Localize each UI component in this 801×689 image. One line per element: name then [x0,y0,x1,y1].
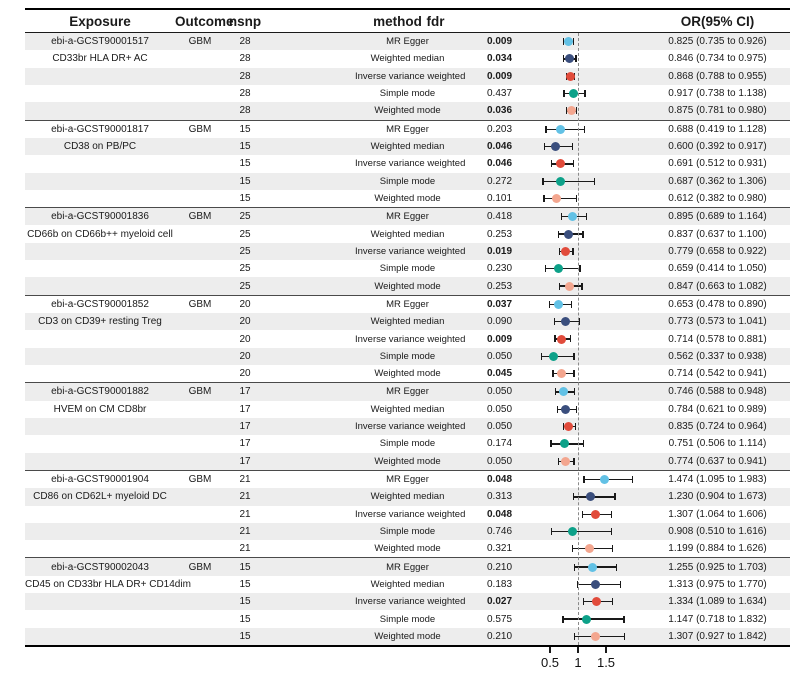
nsnp-cell: 28 [239,36,251,48]
nsnp-cell: 20 [239,298,251,310]
point-marker [561,405,570,414]
or-ci-cell: 0.659 (0.414 to 1.050) [668,263,767,275]
method-cell: Simple mode [379,263,436,275]
nsnp-cell: 28 [239,70,251,82]
point-marker [556,177,565,186]
plot-cell [515,383,645,400]
method-cell: Inverse variance weighted [355,333,466,345]
fdr-cell: 0.210 [486,630,513,642]
outcome-cell: GBM [188,386,212,398]
point-marker [554,264,563,273]
nsnp-cell: 17 [239,438,251,450]
exposure-block [25,208,790,296]
nsnp-cell: 28 [239,88,251,100]
plot-cell [515,523,645,540]
col-header-or: OR(95% CI) [680,13,755,29]
outcome-cell: GBM [188,561,212,573]
table-row [25,50,790,67]
exposure-cell: ebi-a-GCST90002043 [51,561,149,573]
method-cell: Simple mode [379,350,436,362]
nsnp-cell: 25 [239,228,251,240]
nsnp-cell: 17 [239,386,251,398]
fdr-cell: 0.034 [486,53,513,65]
point-marker [585,544,594,553]
exposure-cell: CD3 on CD39+ resting Treg [38,316,162,328]
nsnp-cell: 15 [239,158,251,170]
point-marker [582,615,591,624]
method-cell: Simple mode [379,438,436,450]
table-row [25,558,790,575]
plot-cell [515,593,645,610]
nsnp-cell: 15 [239,578,251,590]
point-marker [592,597,601,606]
plot-cell [515,558,645,575]
plot-cell [515,243,645,260]
or-ci-cell: 0.562 (0.337 to 0.938) [668,350,767,362]
nsnp-cell: 15 [239,192,251,204]
method-cell: Simple mode [379,613,436,625]
table-row [25,330,790,347]
or-ci-cell: 0.688 (0.419 to 1.128) [668,123,767,135]
table-row [25,383,790,400]
method-cell: Weighted mode [374,455,441,467]
exposure-block [25,558,790,645]
or-ci-cell: 1.147 (0.718 to 1.832) [668,613,767,625]
or-ci-cell: 0.714 (0.542 to 0.941) [668,368,767,380]
method-cell: MR Egger [386,123,429,135]
point-marker [567,106,576,115]
col-header-outcome: Outcome [175,13,234,29]
or-ci-cell: 0.846 (0.734 to 0.975) [668,53,767,65]
point-marker [564,230,573,239]
fdr-cell: 0.046 [486,141,513,153]
table-row [25,243,790,260]
method-cell: MR Egger [386,298,429,310]
point-marker [564,37,573,46]
fdr-cell: 0.050 [486,350,513,362]
exposure-cell: ebi-a-GCST90001817 [51,123,149,135]
axis-tick [605,647,606,653]
or-ci-cell: 0.687 (0.362 to 1.306) [668,175,767,187]
point-marker [559,387,568,396]
point-marker [569,89,578,98]
method-cell: Simple mode [379,525,436,537]
table-row [25,365,790,382]
fdr-cell: 0.203 [486,123,513,135]
or-ci-cell: 1.255 (0.925 to 1.703) [668,561,767,573]
point-marker [564,422,573,431]
method-cell: Weighted mode [374,192,441,204]
method-cell: Weighted mode [374,368,441,380]
nsnp-cell: 20 [239,350,251,362]
nsnp-cell: 21 [239,508,251,520]
point-marker [549,352,558,361]
method-cell: Weighted mode [374,630,441,642]
table-row [25,418,790,435]
exposure-cell: ebi-a-GCST90001882 [51,386,149,398]
table-row [25,208,790,225]
nsnp-cell: 15 [239,123,251,135]
point-marker [554,300,563,309]
nsnp-cell: 15 [239,141,251,153]
method-cell: MR Egger [386,36,429,48]
outcome-cell: GBM [188,36,212,48]
method-cell: Simple mode [379,88,436,100]
plot-cell [515,453,645,470]
method-cell: MR Egger [386,211,429,223]
method-cell: Inverse variance weighted [355,421,466,433]
nsnp-cell: 20 [239,316,251,328]
ci-whisker [542,181,595,182]
outcome-cell: GBM [188,474,212,486]
fdr-cell: 0.009 [486,333,513,345]
nsnp-cell: 20 [239,368,251,380]
exposure-cell: CD33br HLA DR+ AC [52,53,148,65]
plot-cell [515,506,645,523]
nsnp-cell: 15 [239,596,251,608]
point-marker [600,475,609,484]
exposure-cell: CD66b on CD66b++ myeloid cell [27,228,173,240]
point-marker [557,335,566,344]
plot-cell [515,121,645,138]
table-row [25,313,790,330]
plot-cell [515,138,645,155]
method-cell: Inverse variance weighted [355,508,466,520]
or-ci-cell: 0.908 (0.510 to 1.616) [668,525,767,537]
plot-cell [515,313,645,330]
exposure-cell: CD38 on PB/PC [63,141,137,153]
outcome-cell: GBM [188,211,212,223]
fdr-cell: 0.090 [486,316,513,328]
point-marker [566,72,575,81]
or-ci-cell: 1.307 (1.064 to 1.606) [668,508,767,520]
fdr-cell: 0.575 [486,613,513,625]
exposure-block [25,296,790,384]
plot-cell [515,628,645,645]
plot-cell [515,225,645,242]
fdr-cell: 0.253 [486,280,513,292]
table-row [25,155,790,172]
nsnp-cell: 17 [239,403,251,415]
or-ci-cell: 0.825 (0.735 to 0.926) [668,36,767,48]
method-cell: Inverse variance weighted [355,596,466,608]
point-marker [588,563,597,572]
or-ci-cell: 1.474 (1.095 to 1.983) [668,474,767,486]
table-row [25,576,790,593]
axis-tick-label: 1 [574,655,582,670]
table-row [25,610,790,627]
method-cell: MR Egger [386,474,429,486]
fdr-cell: 0.050 [486,386,513,398]
method-cell: Weighted median [370,491,445,503]
or-ci-cell: 0.691 (0.512 to 0.931) [668,158,767,170]
method-cell: Inverse variance weighted [355,245,466,257]
or-ci-cell: 1.334 (1.089 to 1.634) [668,596,767,608]
fdr-cell: 0.046 [486,158,513,170]
axis-tick [549,647,550,653]
ci-whisker [562,618,624,619]
or-ci-cell: 0.653 (0.478 to 0.890) [668,298,767,310]
fdr-cell: 0.272 [486,175,513,187]
fdr-cell: 0.009 [486,70,513,82]
exposure-cell: ebi-a-GCST90001852 [51,298,149,310]
nsnp-cell: 17 [239,455,251,467]
forest-table [25,8,790,647]
table-row [25,401,790,418]
table-rows [25,33,790,645]
fdr-cell: 0.313 [486,491,513,503]
exposure-block [25,471,790,559]
fdr-cell: 0.009 [486,36,513,48]
nsnp-cell: 21 [239,543,251,555]
fdr-cell: 0.183 [486,578,513,590]
or-ci-cell: 0.746 (0.588 to 0.948) [668,386,767,398]
exposure-cell: ebi-a-GCST90001836 [51,211,149,223]
table-row [25,277,790,294]
table-row [25,348,790,365]
plot-cell [515,330,645,347]
reference-line [578,33,579,645]
fdr-cell: 0.418 [486,211,513,223]
fdr-cell: 0.253 [486,228,513,240]
fdr-cell: 0.321 [486,543,513,555]
or-ci-cell: 0.779 (0.658 to 0.922) [668,245,767,257]
table-row [25,138,790,155]
or-ci-cell: 1.230 (0.904 to 1.673) [668,491,767,503]
plot-cell [515,401,645,418]
point-marker [561,317,570,326]
table-row [25,225,790,242]
table-row [25,190,790,207]
method-cell: Weighted median [370,316,445,328]
or-ci-cell: 0.847 (0.663 to 1.082) [668,280,767,292]
table-row [25,296,790,313]
exposure-cell: CD86 on CD62L+ myeloid DC [33,491,167,503]
fdr-cell: 0.048 [486,474,513,486]
fdr-cell: 0.027 [486,596,513,608]
col-header-fdr: fdr [426,13,445,29]
plot-cell [515,68,645,85]
plot-cell [515,50,645,67]
exposure-block [25,33,790,121]
x-axis [25,647,790,681]
fdr-cell: 0.045 [486,368,513,380]
exposure-cell: ebi-a-GCST90001517 [51,36,149,48]
table-row [25,593,790,610]
nsnp-cell: 28 [239,53,251,65]
axis-tick-label: 1.5 [596,655,616,670]
table-row [25,471,790,488]
point-marker [556,159,565,168]
fdr-cell: 0.437 [486,88,513,100]
nsnp-cell: 20 [239,333,251,345]
plot-cell [515,418,645,435]
method-cell: Weighted median [370,53,445,65]
exposure-block [25,121,790,209]
or-ci-cell: 0.895 (0.689 to 1.164) [668,211,767,223]
fdr-cell: 0.746 [486,525,513,537]
nsnp-cell: 25 [239,263,251,275]
fdr-cell: 0.019 [486,245,513,257]
or-ci-cell: 0.600 (0.392 to 0.917) [668,141,767,153]
method-cell: MR Egger [386,561,429,573]
or-ci-cell: 0.714 (0.578 to 0.881) [668,333,767,345]
plot-cell [515,155,645,172]
point-marker [565,54,574,63]
plot-cell [515,260,645,277]
point-marker [568,212,577,221]
nsnp-cell: 15 [239,613,251,625]
col-header-nsnp: nsnp [228,13,262,29]
table-row [25,102,790,119]
exposure-cell: ebi-a-GCST90001904 [51,474,149,486]
plot-cell [515,208,645,225]
nsnp-cell: 25 [239,245,251,257]
fdr-cell: 0.050 [486,403,513,415]
ci-whisker [545,129,585,130]
fdr-cell: 0.037 [486,298,513,310]
nsnp-cell: 28 [239,105,251,117]
fdr-cell: 0.036 [486,105,513,117]
table-row [25,33,790,50]
col-header-method: method [373,13,422,29]
point-marker [560,439,569,448]
point-marker [591,580,600,589]
table-row [25,68,790,85]
table-row [25,260,790,277]
table-header [25,10,790,33]
outcome-cell: GBM [188,123,212,135]
point-marker [565,282,574,291]
table-row [25,523,790,540]
table-row [25,85,790,102]
table-row [25,540,790,557]
fdr-cell: 0.101 [486,192,513,204]
table-row [25,435,790,452]
fdr-cell: 0.050 [486,421,513,433]
exposure-cell: CD45 on CD33br HLA DR+ CD14dim [25,578,191,590]
point-marker [591,632,600,641]
nsnp-cell: 15 [239,561,251,573]
fdr-cell: 0.230 [486,263,513,275]
table-row [25,453,790,470]
point-marker [552,194,561,203]
or-ci-cell: 0.835 (0.724 to 0.964) [668,421,767,433]
outcome-cell: GBM [188,298,212,310]
table-row [25,488,790,505]
table-row [25,628,790,645]
method-cell: MR Egger [386,386,429,398]
or-ci-cell: 0.917 (0.738 to 1.138) [668,88,767,100]
nsnp-cell: 21 [239,474,251,486]
exposure-cell: HVEM on CM CD8br [53,403,147,415]
plot-cell [515,610,645,627]
fdr-cell: 0.174 [486,438,513,450]
plot-cell [515,540,645,557]
fdr-cell: 0.048 [486,508,513,520]
point-marker [561,247,570,256]
or-ci-cell: 1.307 (0.927 to 1.842) [668,630,767,642]
or-ci-cell: 0.751 (0.506 to 1.114) [668,438,767,450]
plot-cell [515,435,645,452]
method-cell: Weighted median [370,228,445,240]
plot-cell [515,85,645,102]
or-ci-cell: 0.875 (0.781 to 0.980) [668,105,767,117]
point-marker [557,369,566,378]
method-cell: Inverse variance weighted [355,70,466,82]
plot-cell [515,277,645,294]
col-header-exposure: Exposure [69,13,131,29]
ci-whisker [551,531,613,532]
or-ci-cell: 0.612 (0.382 to 0.980) [668,192,767,204]
nsnp-cell: 25 [239,280,251,292]
axis-tick-label: 0.5 [540,655,560,670]
or-ci-cell: 0.868 (0.788 to 0.955) [668,70,767,82]
plot-cell [515,33,645,50]
or-ci-cell: 0.837 (0.637 to 1.100) [668,228,767,240]
point-marker [591,510,600,519]
plot-cell [515,102,645,119]
plot-cell [515,296,645,313]
or-ci-cell: 0.784 (0.621 to 0.989) [668,403,767,415]
or-ci-cell: 0.774 (0.637 to 0.941) [668,455,767,467]
table-row [25,173,790,190]
plot-cell [515,576,645,593]
nsnp-cell: 17 [239,421,251,433]
or-ci-cell: 1.199 (0.884 to 1.626) [668,543,767,555]
fdr-cell: 0.050 [486,455,513,467]
exposure-block [25,383,790,471]
point-marker [561,457,570,466]
point-marker [586,492,595,501]
plot-cell [515,365,645,382]
nsnp-cell: 21 [239,491,251,503]
point-marker [556,125,565,134]
method-cell: Weighted mode [374,105,441,117]
nsnp-cell: 25 [239,211,251,223]
plot-cell [515,471,645,488]
method-cell: Weighted median [370,403,445,415]
method-cell: Weighted mode [374,543,441,555]
nsnp-cell: 21 [239,525,251,537]
method-cell: Simple mode [379,175,436,187]
method-cell: Weighted median [370,578,445,590]
plot-cell [515,173,645,190]
table-row [25,121,790,138]
plot-cell [515,348,645,365]
nsnp-cell: 15 [239,630,251,642]
table-row [25,506,790,523]
fdr-cell: 0.210 [486,561,513,573]
nsnp-cell: 15 [239,175,251,187]
or-ci-cell: 1.313 (0.975 to 1.770) [668,578,767,590]
axis-tick [577,647,578,653]
method-cell: Weighted mode [374,280,441,292]
plot-cell [515,190,645,207]
forest-plot [25,8,790,681]
method-cell: Inverse variance weighted [355,158,466,170]
point-marker [551,142,560,151]
point-marker [568,527,577,536]
method-cell: Weighted median [370,141,445,153]
plot-cell [515,488,645,505]
or-ci-cell: 0.773 (0.573 to 1.041) [668,316,767,328]
